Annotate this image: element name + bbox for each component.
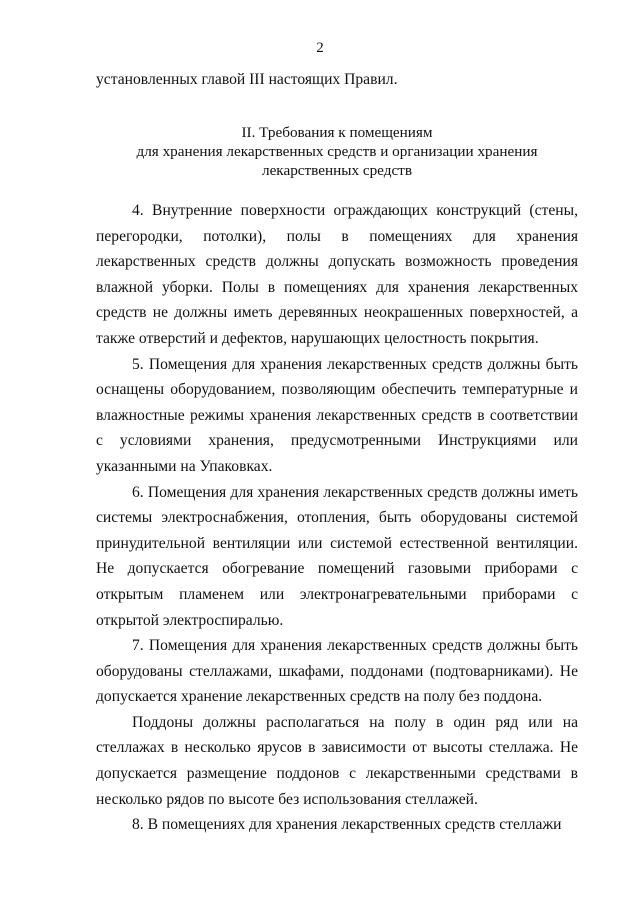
section-heading-line-2: для хранения лекарственных средств и организации хранения <box>136 143 538 160</box>
paragraph-6: 6. Помещения для хранения лекарственных средств должны иметь системы электроснабжения, отопления, быть оборудованы системой принудительной вентиляции или системой естественной вентиляции. Не допускается обогревание помещений газовыми приборами с открытым пламенем или электронагревательными приборами с открытой электроспиралью. <box>96 483 578 629</box>
paragraph-8: 8. В помещениях для хранения лекарственных средств стеллажи <box>132 816 562 834</box>
section-heading <box>96 123 578 180</box>
paragraph-5: 5. Помещения для хранения лекарственных средств должны быть оснащены оборудованием, позволяющим обеспечить температурные и влажностные режимы хранения лекарственных средств в соответствии с условиями хранения, предусмотренными Инструкциями или указанными на Упаковках. <box>96 355 578 475</box>
section-heading-line-1: II. Требования к помещениям <box>241 124 433 141</box>
section-heading-line-3: лекарственных средств <box>261 162 412 179</box>
body-text <box>96 198 578 838</box>
continuation-line: установленных главой III настоящих Правил. <box>96 71 398 88</box>
paragraph-7: 7. Помещения для хранения лекарственных средств должны быть оборудованы стеллажами, шкафами, поддонами (подтоварниками). Не допускается хранение лекарственных средств на полу без поддона. <box>96 637 578 706</box>
page-number: 2 <box>316 40 324 56</box>
paragraph-4: 4. Внутренние поверхности ограждающих конструкций (стены, перегородки, потолки), полы в помещениях для хранения лекарственных средств должны допускать возможность проведения влажной уборки. Полы в помещениях для хранения лекарственных средств не должны иметь деревянных неокрашенных поверхностей, а также отверстий и дефектов, нарушающих целостность покрытия. <box>96 202 578 347</box>
paragraph-7-pallets: Поддоны должны располагаться на полу в один ряд или на стеллажах в несколько ярусов в зависимости от высоты стеллажа. Не допускается размещение поддонов с лекарственными средствами в несколько рядов по высоте без использования стеллажей. <box>96 713 578 808</box>
